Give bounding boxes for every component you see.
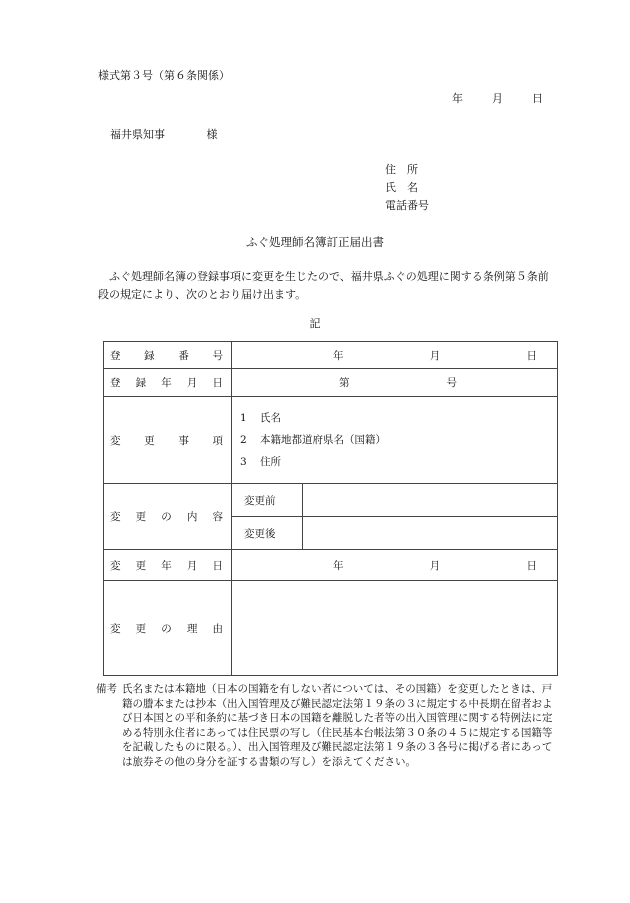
month-label: 月 xyxy=(429,559,441,572)
label-char: 理 xyxy=(186,622,198,635)
year-label: 年 xyxy=(333,559,344,572)
label-char: 番 xyxy=(178,349,189,362)
item-number: 2 xyxy=(240,434,247,446)
date-year-label: 年 xyxy=(452,92,463,105)
label-char: 由 xyxy=(212,622,223,635)
row-change-content xyxy=(104,484,558,550)
label-char: 変 xyxy=(110,511,121,523)
remarks-text: 氏名または本籍地（日本の国籍を有しない者については、その国籍）を変更したときは、戸籍の謄本または抄本（出入国管理及び難民認定法第１９条の３に規定する中長期在留者および日本国との平和条約に基づき日本の国籍を離脱した者等の出入国管理に関する特例法に定める特別永住者にあっては住民票の写し（住民基本台帳法第３０条の４５に規定する国籍等を記載したものに限る。）、出入国管理及び難民認定法第１９条の３各号に掲げる者にあっては旅券その他の身分を証する書類の写し）を添えてください。 xyxy=(122,683,553,768)
label-char: 更 xyxy=(144,434,155,447)
value-registration-number[interactable] xyxy=(232,342,558,369)
label-change-date xyxy=(104,550,232,581)
document-title: ふぐ処理師名簿訂正届出書 xyxy=(246,235,384,249)
before-value[interactable] xyxy=(303,484,558,517)
label-registration-date xyxy=(104,369,232,397)
value-registration-date[interactable] xyxy=(232,369,558,397)
honorific: 様 xyxy=(206,128,218,141)
item-text: 本籍地都道府県名（国籍） xyxy=(260,434,386,446)
label-char: 年 xyxy=(161,559,172,572)
ki-label: 記 xyxy=(309,317,321,330)
label-char: 登 xyxy=(110,377,121,389)
row-change-items xyxy=(104,397,558,484)
addressee-name: 福井県知事 xyxy=(110,128,165,141)
month-label: 月 xyxy=(429,349,441,362)
label-char: 項 xyxy=(212,434,223,447)
item-number: 3 xyxy=(240,456,247,468)
day-label: 日 xyxy=(526,349,537,362)
submission-date xyxy=(452,90,543,106)
date-day-label: 日 xyxy=(532,92,543,105)
year-label: 年 xyxy=(333,349,344,362)
item-number: 1 xyxy=(240,412,247,424)
label-char: 更 xyxy=(135,511,147,523)
label-char: 更 xyxy=(135,622,147,635)
label-char: 月 xyxy=(186,559,198,572)
label-char: 録 xyxy=(135,377,147,389)
label-change-reason xyxy=(104,581,232,676)
applicant-phone-label: 電話番号 xyxy=(385,199,429,212)
label-char: 容 xyxy=(212,511,223,523)
label-char: 変 xyxy=(110,434,121,447)
day-label: 日 xyxy=(526,559,537,572)
before-row xyxy=(232,484,557,517)
change-item[interactable] xyxy=(240,407,557,429)
label-char: 内 xyxy=(186,511,198,523)
go-label: 号 xyxy=(446,377,457,389)
value-change-content xyxy=(232,484,558,550)
applicant-name-label: 氏 名 xyxy=(385,181,418,194)
label-char: の xyxy=(161,622,172,635)
row-change-date xyxy=(104,550,558,581)
addressee xyxy=(110,126,218,142)
label-char: 事 xyxy=(178,434,189,447)
change-form-table xyxy=(103,341,558,676)
label-char: 号 xyxy=(212,349,223,362)
item-text: 氏名 xyxy=(260,412,281,424)
label-char: 変 xyxy=(110,559,121,572)
label-change-content xyxy=(104,484,232,550)
dai-label: 第 xyxy=(339,377,350,389)
label-char: 変 xyxy=(110,622,121,635)
row-change-reason xyxy=(104,581,558,676)
after-value[interactable] xyxy=(303,517,558,550)
row-registration-number xyxy=(104,342,558,369)
remarks-heading: 備考 xyxy=(96,683,117,695)
form-number: 様式第３号（第６条関係） xyxy=(98,69,230,82)
body-text: ふぐ処理師名簿の登録事項に変更を生じたので、福井県ふぐの処理に関する条例第５条前段の規定により、次のとおり届け出ます。 xyxy=(98,270,549,301)
label-char: 月 xyxy=(186,377,198,389)
label-char: 録 xyxy=(144,349,155,362)
label-char: 日 xyxy=(212,559,223,572)
label-char: 日 xyxy=(212,377,223,389)
value-change-date[interactable] xyxy=(232,550,558,581)
item-text: 住所 xyxy=(260,456,281,468)
change-content-subtable xyxy=(232,484,557,549)
after-row xyxy=(232,517,557,550)
label-registration-number xyxy=(104,342,232,369)
date-month-label: 月 xyxy=(492,92,503,105)
label-char: の xyxy=(161,511,172,523)
remarks xyxy=(96,682,554,769)
label-char: 年 xyxy=(161,377,172,389)
value-change-items[interactable] xyxy=(232,397,558,484)
label-change-items xyxy=(104,397,232,484)
before-label: 変更前 xyxy=(232,484,303,517)
after-label: 変更後 xyxy=(232,517,303,550)
row-registration-date xyxy=(104,369,558,397)
label-char: 更 xyxy=(135,559,147,572)
change-item[interactable] xyxy=(240,451,557,473)
applicant-address-label: 住 所 xyxy=(385,163,418,176)
value-change-reason[interactable] xyxy=(232,581,558,676)
change-item[interactable] xyxy=(240,429,557,451)
label-char: 登 xyxy=(110,349,121,362)
